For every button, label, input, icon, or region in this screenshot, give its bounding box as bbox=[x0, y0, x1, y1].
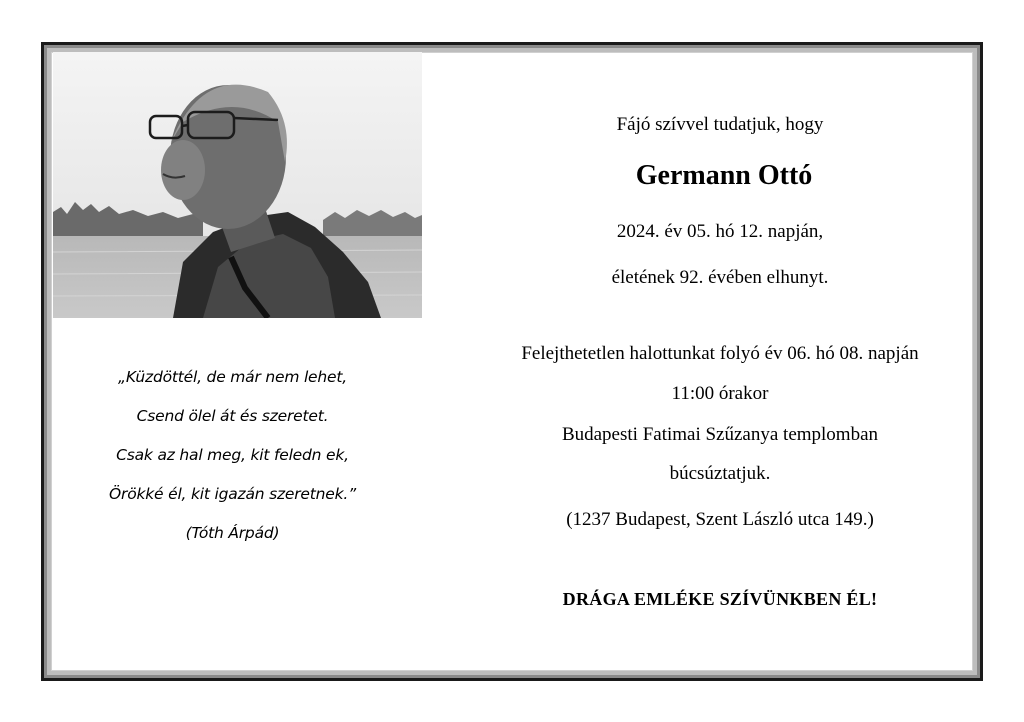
memorial-poem bbox=[60, 364, 405, 559]
church-name: Budapesti Fatimai Szűzanya templomban bbox=[561, 424, 879, 445]
announcement bbox=[470, 0, 970, 722]
intro-text: Fájó szívvel tudatjuk, hogy bbox=[616, 114, 824, 135]
church-address: (1237 Budapest, Szent László utca 149.) bbox=[566, 509, 874, 530]
poem-author: (Tóth Árpád) bbox=[185, 524, 280, 542]
poem-line: Örökké él, kit igazán szeretnek.” bbox=[109, 485, 356, 503]
poem-line: Csend ölel át és szeretet. bbox=[136, 407, 329, 425]
poem-line: „Küzdöttél, de már nem lehet, bbox=[118, 368, 347, 386]
funeral-time: 11:00 órakor bbox=[671, 383, 769, 404]
age-line: életének 92. évében elhunyt. bbox=[611, 267, 829, 288]
closing-line: DRÁGA EMLÉKE SZÍVÜNKBEN ÉL! bbox=[562, 589, 878, 609]
portrait-photo bbox=[53, 52, 422, 318]
deceased-name: Germann Ottó bbox=[635, 160, 813, 191]
funeral-date: Felejthetetlen halottunkat folyó év 06. hó 08. napján bbox=[521, 343, 919, 364]
poem-line: Csak az hal meg, kit feledn ek, bbox=[116, 446, 349, 464]
death-date: 2024. év 05. hó 12. napján, bbox=[616, 221, 824, 242]
farewell-text: búcsúztatjuk. bbox=[669, 463, 771, 484]
